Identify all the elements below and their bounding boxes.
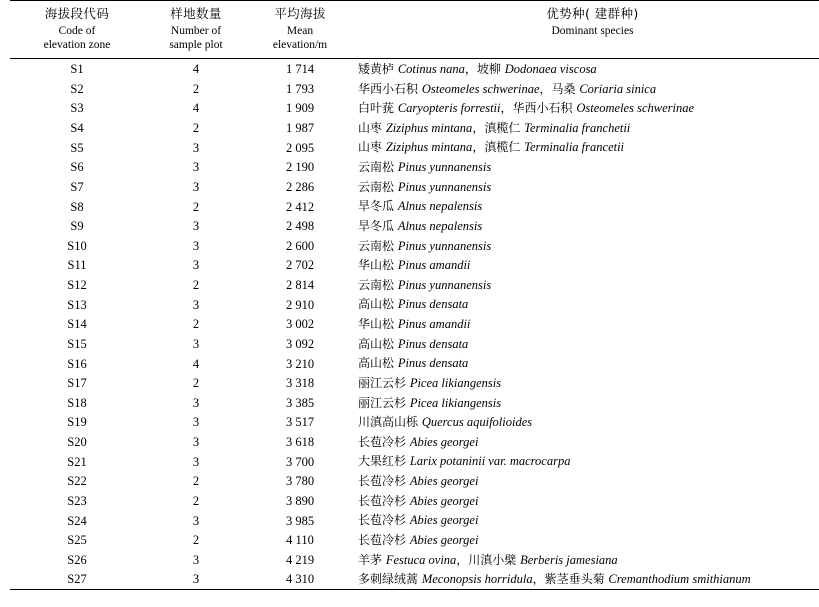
species-common-name: 旱冬瓜: [358, 218, 398, 233]
cell-plots: 2: [192, 199, 200, 214]
cell-dominant-species: [352, 491, 819, 511]
species-scientific-name: Abies georgei: [409, 434, 479, 449]
table-row: [10, 118, 819, 138]
species-common-name: 云南松: [358, 160, 398, 175]
column-header-dominant-species: [352, 1, 819, 59]
column-header-plots-en-line2: sample plot: [169, 39, 223, 51]
species-common-name: 山枣: [358, 120, 386, 135]
table-row: [10, 99, 819, 119]
table-row: [10, 570, 819, 590]
column-header-code-en-line1: Code of: [58, 24, 96, 37]
cell-elevation: 3 890: [285, 493, 315, 508]
cell-dominant-species: [352, 315, 819, 335]
cell-dominant-species: [352, 432, 819, 452]
cell-elevation: 3 092: [285, 336, 315, 351]
species-scientific-name: Pinus yunnanensis: [397, 277, 492, 292]
column-header-plots-en-line1: Number of: [170, 24, 222, 37]
cell-plots: 3: [192, 238, 200, 253]
species-common-name: 长苞冷杉: [358, 434, 410, 449]
cell-code: S25: [67, 533, 87, 548]
species-common-name: ，紫茎垂头菊: [532, 572, 609, 587]
column-header-elevation-cn: 平均海拔: [274, 6, 326, 21]
species-common-name: 长苞冷杉: [358, 532, 410, 547]
cell-dominant-species: [352, 197, 819, 217]
species-common-name: 华山松: [358, 258, 398, 273]
cell-elevation: 1 714: [285, 62, 315, 77]
cell-dominant-species: [352, 138, 819, 158]
table-header: [10, 1, 819, 59]
cell-plots: 3: [192, 572, 200, 587]
species-scientific-name: Pinus densata: [397, 356, 469, 371]
cell-elevation: 2 286: [285, 179, 315, 194]
species-scientific-name: Abies georgei: [409, 474, 479, 489]
cell-elevation: 4 219: [285, 552, 315, 567]
cell-dominant-species: [352, 373, 819, 393]
species-common-name: ，坡柳: [464, 61, 505, 76]
cell-code: S23: [67, 493, 87, 508]
cell-plots: 3: [192, 179, 200, 194]
cell-code: S16: [67, 356, 87, 371]
table-row: [10, 59, 819, 79]
cell-code: S27: [67, 572, 87, 587]
cell-code: S20: [67, 435, 87, 450]
cell-elevation: 1 909: [285, 101, 315, 116]
cell-elevation: 2 095: [285, 140, 315, 155]
table-row: [10, 373, 819, 393]
cell-plots: 3: [192, 415, 200, 430]
species-scientific-name: Alnus nepalensis: [397, 199, 483, 214]
species-scientific-name: Meconopsis horridula: [421, 572, 533, 587]
species-scientific-name: Cotinus nana: [397, 61, 465, 76]
cell-elevation: 2 910: [285, 297, 315, 312]
cell-dominant-species: [352, 236, 819, 256]
cell-dominant-species: [352, 472, 819, 492]
species-common-name: 高山松: [358, 297, 398, 312]
table-row: [10, 511, 819, 531]
cell-plots: 2: [192, 81, 200, 96]
species-scientific-name: Cremanthodium smithianum: [608, 572, 751, 587]
cell-code: S15: [67, 336, 87, 351]
cell-plots: 3: [192, 297, 200, 312]
table-row: [10, 138, 819, 158]
species-scientific-name: Pinus amandii: [397, 317, 471, 332]
species-scientific-name: Caryopteris forrestii: [397, 101, 501, 116]
species-scientific-name: Osteomeles schwerinae: [576, 101, 695, 116]
cell-dominant-species: [352, 511, 819, 531]
cell-elevation: 3 210: [285, 356, 315, 371]
cell-plots: 4: [192, 101, 200, 116]
cell-dominant-species: [352, 295, 819, 315]
table-row: [10, 491, 819, 511]
species-common-name: 矮黄栌: [358, 61, 398, 76]
cell-dominant-species: [352, 99, 819, 119]
species-scientific-name: Pinus yunnanensis: [397, 238, 492, 253]
cell-dominant-species: [352, 452, 819, 472]
species-common-name: 云南松: [358, 238, 398, 253]
cell-code: S4: [70, 121, 84, 136]
species-scientific-name: Picea likiangensis: [409, 395, 502, 410]
cell-code: S14: [67, 317, 87, 332]
species-scientific-name: Berberis jamesiana: [520, 552, 618, 567]
column-header-elevation-en-line1: Mean: [286, 24, 314, 37]
cell-code: S19: [67, 415, 87, 430]
cell-plots: 4: [192, 62, 200, 77]
species-scientific-name: Picea likiangensis: [409, 375, 502, 390]
cell-dominant-species: [352, 256, 819, 276]
cell-elevation: 3 002: [285, 317, 315, 332]
cell-elevation: 2 498: [285, 219, 315, 234]
cell-elevation: 3 985: [285, 513, 315, 528]
species-common-name: 高山松: [358, 336, 398, 351]
cell-elevation: 3 517: [285, 415, 315, 430]
cell-elevation: 2 702: [285, 258, 315, 273]
cell-dominant-species: [352, 177, 819, 197]
species-common-name: 长苞冷杉: [358, 513, 410, 528]
column-header-elevation: [248, 1, 352, 59]
species-scientific-name: Abies georgei: [409, 513, 479, 528]
species-common-name: ，华西小石积: [500, 101, 577, 116]
cell-code: S9: [70, 219, 84, 234]
species-scientific-name: Terminalia francetii: [524, 140, 625, 155]
column-header-code: [10, 1, 144, 59]
cell-dominant-species: [352, 393, 819, 413]
cell-code: S21: [67, 454, 87, 469]
species-common-name: 羊茅: [358, 552, 386, 567]
species-common-name: 山枣: [358, 140, 386, 155]
cell-plots: 3: [192, 552, 200, 567]
column-header-plots-cn: 样地数量: [170, 6, 222, 21]
table-row: [10, 177, 819, 197]
table-row: [10, 393, 819, 413]
cell-code: S6: [70, 160, 84, 175]
cell-elevation: 3 780: [285, 474, 315, 489]
species-common-name: 白叶莸: [358, 101, 398, 116]
cell-dominant-species: [352, 79, 819, 99]
cell-code: S3: [70, 101, 84, 116]
species-scientific-name: Pinus densata: [397, 297, 469, 312]
cell-elevation: 3 385: [285, 395, 315, 410]
table-row: [10, 158, 819, 178]
cell-elevation: 2 814: [285, 278, 315, 293]
species-common-name: 旱冬瓜: [358, 199, 398, 214]
species-common-name: 丽江云杉: [358, 395, 410, 410]
cell-plots: 2: [192, 376, 200, 391]
column-header-dominant-species-cn: 优势种( 建群种): [546, 6, 639, 21]
cell-code: S12: [67, 278, 87, 293]
cell-dominant-species: [352, 59, 819, 79]
species-scientific-name: Quercus aquifolioides: [421, 415, 533, 430]
cell-dominant-species: [352, 275, 819, 295]
cell-code: S18: [67, 395, 87, 410]
species-scientific-name: Alnus nepalensis: [397, 218, 483, 233]
table-row: [10, 334, 819, 354]
species-scientific-name: Osteomeles schwerinae: [421, 81, 540, 96]
species-common-name: 云南松: [358, 179, 398, 194]
column-header-dominant-species-en: Dominant species: [551, 24, 634, 37]
species-common-name: 华西小石积: [358, 81, 422, 96]
cell-elevation: 2 600: [285, 238, 315, 253]
cell-dominant-species: [352, 550, 819, 570]
column-header-code-cn: 海拔段代码: [44, 6, 110, 21]
cell-plots: 2: [192, 474, 200, 489]
cell-plots: 2: [192, 493, 200, 508]
cell-dominant-species: [352, 570, 819, 590]
table-row: [10, 550, 819, 570]
cell-code: S7: [70, 179, 84, 194]
cell-elevation: 4 310: [285, 572, 315, 587]
cell-elevation: 3 618: [285, 435, 315, 450]
cell-plots: 3: [192, 160, 200, 175]
cell-elevation: 1 793: [285, 81, 315, 96]
cell-plots: 2: [192, 121, 200, 136]
cell-dominant-species: [352, 413, 819, 433]
column-header-code-en-line2: elevation zone: [43, 39, 111, 51]
cell-elevation: 3 318: [285, 376, 315, 391]
cell-plots: 3: [192, 336, 200, 351]
species-common-name: 丽江云杉: [358, 375, 410, 390]
species-common-name: 高山松: [358, 356, 398, 371]
cell-code: S2: [70, 81, 84, 96]
cell-code: S10: [67, 238, 87, 253]
table-row: [10, 432, 819, 452]
species-common-name: ，川滇小檗: [456, 552, 521, 567]
table-row: [10, 79, 819, 99]
cell-code: S1: [70, 62, 84, 77]
table-row: [10, 275, 819, 295]
cell-code: S11: [67, 258, 87, 273]
table-header-row: [10, 1, 819, 59]
column-header-elevation-en-line2: elevation/m: [272, 39, 328, 51]
cell-plots: 3: [192, 454, 200, 469]
cell-dominant-species: [352, 530, 819, 550]
cell-elevation: 4 110: [286, 533, 314, 548]
cell-plots: 3: [192, 513, 200, 528]
cell-code: S13: [67, 297, 87, 312]
cell-dominant-species: [352, 334, 819, 354]
cell-code: S5: [70, 140, 84, 155]
species-scientific-name: Abies georgei: [409, 493, 479, 508]
species-scientific-name: Festuca ovina: [385, 552, 457, 567]
table-row: [10, 354, 819, 374]
species-common-name: 大果红杉: [358, 454, 410, 469]
cell-code: S8: [70, 199, 84, 214]
species-common-name: 云南松: [358, 277, 398, 292]
species-scientific-name: Abies georgei: [409, 532, 479, 547]
cell-plots: 3: [192, 140, 200, 155]
elevation-zone-table: [10, 0, 819, 590]
species-scientific-name: Pinus amandii: [397, 258, 471, 273]
species-common-name: 多刺绿绒蒿: [358, 572, 422, 587]
table-row: [10, 315, 819, 335]
species-scientific-name: Ziziphus mintana: [385, 120, 473, 135]
cell-dominant-species: [352, 118, 819, 138]
cell-dominant-species: [352, 354, 819, 374]
cell-code: S24: [67, 513, 87, 528]
species-common-name: ，滇榄仁: [472, 120, 525, 135]
cell-elevation: 2 412: [285, 199, 315, 214]
cell-plots: 4: [192, 356, 200, 371]
species-scientific-name: Coriaria sinica: [579, 81, 657, 96]
table-body: [10, 59, 819, 590]
table-row: [10, 530, 819, 550]
cell-code: S26: [67, 552, 87, 567]
table-row: [10, 216, 819, 236]
species-scientific-name: Pinus yunnanensis: [397, 179, 492, 194]
species-scientific-name: Pinus yunnanensis: [397, 160, 492, 175]
species-common-name: 川滇高山栎: [358, 415, 422, 430]
table-row: [10, 295, 819, 315]
cell-dominant-species: [352, 216, 819, 236]
cell-plots: 3: [192, 219, 200, 234]
species-scientific-name: Ziziphus mintana: [385, 140, 473, 155]
cell-dominant-species: [352, 158, 819, 178]
table-row: [10, 236, 819, 256]
species-scientific-name: Dodonaea viscosa: [504, 61, 597, 76]
table-row: [10, 472, 819, 492]
species-common-name: ，滇榄仁: [472, 140, 525, 155]
species-common-name: 长苞冷杉: [358, 493, 410, 508]
species-common-name: 华山松: [358, 317, 398, 332]
cell-code: S17: [67, 376, 87, 391]
species-common-name: ，马桑: [539, 81, 580, 96]
table-row: [10, 256, 819, 276]
species-scientific-name: Terminalia franchetii: [524, 120, 631, 135]
table-row: [10, 413, 819, 433]
table-row: [10, 197, 819, 217]
cell-elevation: 3 700: [285, 454, 315, 469]
species-common-name: 长苞冷杉: [358, 474, 410, 489]
cell-plots: 3: [192, 435, 200, 450]
cell-elevation: 1 987: [285, 121, 315, 136]
cell-plots: 2: [192, 533, 200, 548]
cell-code: S22: [67, 474, 87, 489]
column-header-plots: [144, 1, 248, 59]
cell-plots: 3: [192, 395, 200, 410]
table-row: [10, 452, 819, 472]
cell-plots: 2: [192, 278, 200, 293]
cell-elevation: 2 190: [285, 160, 315, 175]
cell-plots: 3: [192, 258, 200, 273]
species-scientific-name: Pinus densata: [397, 336, 469, 351]
species-scientific-name: Larix potaninii var. macrocarpa: [409, 454, 571, 469]
cell-plots: 2: [192, 317, 200, 332]
